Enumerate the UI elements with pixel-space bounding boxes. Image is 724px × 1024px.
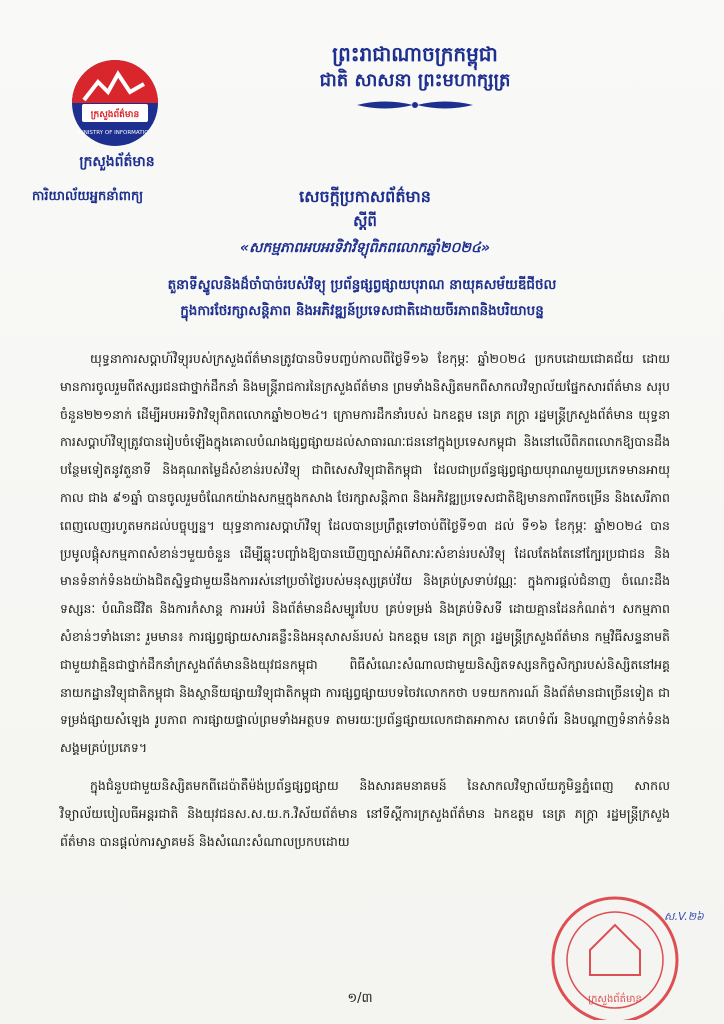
paragraph-2: ក្នុងជំនួបជាមួយនិស្សិតមកពីដេប៉ាតឺម៉ង់ប្រព័ន្ធផ្សព្វផ្សាយ និងសារគមនាគមន៍ នៃសាកលវិទ្យាល័យភូមិន្ទភ្នំពេញ សាកលវិទ្យាល័យបៀលធីអន្តរជាតិ និងយុវជនស.ស.យ.ក.វិស័យព័ត៌មាន នៅទីស្តីការក្រសួងព័ត៌មាន ឯកឧត្តម នេត្រ ភក្ត្រា រដ្ឋមន្ត្រីក្រសួងព័ត៌មាន បានផ្តល់ការស្វាគមន៍ និងសំណេះសំណាលប្រកបដោយ [60, 777, 670, 849]
kingdom-title: ព្រះរាជាណាចក្រកម្ពុជា [332, 42, 498, 66]
stamp-text: ក្រសួងព័ត៌មាន [588, 994, 642, 1005]
subject-heading [50, 272, 674, 324]
official-stamp-icon [520, 880, 680, 1020]
page-number: ១/៣ [347, 991, 373, 1006]
event-title: «សកម្មភាពអបអរទិវាវិទ្យុពិភពលោកឆ្នាំ២០២៤» [239, 240, 490, 256]
ministry-logo [70, 58, 160, 148]
ministry-logo-icon [70, 58, 160, 148]
body-text [60, 345, 670, 865]
logo-text-top: ក្រសួងព័ត៌មាន [90, 110, 140, 120]
ministry-name: ក្រសួងព័ត៌មាន [79, 154, 155, 170]
subject-line-2: ក្នុងការថែរក្សាសន្តិភាព និងអភិវឌ្ឍន៍ប្រទេសជាតិដោយចីរភាពនិងបរិយាបន្ន [180, 303, 544, 319]
document-type: សេចក្តីប្រកាសព័ត៌មាន [299, 187, 431, 206]
paragraph-1: យុទ្ធនាការសប្តាហ៍វិទ្យុរបស់ក្រសួងព័ត៌មានត្រូវបានបិទបញ្ចប់កាលពីថ្ងៃទី១៦ ខែកុម្ភៈ ឆ្នាំ២០២៤ ប្រកបដោយជោគជ័យ ដោយមានការចូលរួមពីឥស្សរជនជាថ្នាក់ដឹកនាំ និងមន្ត្រីរាជការនៃក្រសួងព័ត៌មាន ព្រមទាំងនិស្សិតមកពីសាកលវិទ្យាល័យផ្នែកសារព័ត៌មាន សរុបចំនួន២២១នាក់ ដើម្បីអបអរទិវាវិទ្យុពិភពលោកឆ្នាំ២០២៤។ ក្រោមការដឹកនាំរបស់ ឯកឧត្តម នេត្រ ភក្ត្រា រដ្ឋមន្ត្រីក្រសួងព័ត៌មាន យុទ្ធនាការសប្តាហ៍វិទ្យុត្រូវបានរៀបចំឡើងក្នុងគោលបំណងផ្សព្វផ្សាយដល់សាធារណៈជននៅក្នុងប្រទេសកម្ពុជា និងនៅលើពិភពលោកឱ្យបានដឹងបន្ថែមទៀតនូវតួនាទី និងគុណតម្លៃដ៏សំខាន់របស់វិទ្យុ ជាពិសេសវិទ្យុជាតិកម្ពុជា ដែលជាប្រព័ន្ធផ្សព្វផ្សាយបុរាណមួយប្រភេទមានអាយុកាល ជាង ៩១ឆ្នាំ បានចូលរួមចំណែកយ៉ាងសកម្មក្នុងកសាង ថែរក្សាសន្តិភាព និងអភិវឌ្ឍប្រទេសជាតិឱ្យមានភាពរីកចម្រើន និងសេរីភាពពេញលេញរហូតមកដល់បច្ចុប្បន្ន។ យុទ្ធនាការសប្តាហ៍វិទ្យុ ដែលបានប្រព្រឹត្តទៅចាប់ពីថ្ងៃទី១៣ ដល់ ទី១៦ ខែកុម្ភៈ ឆ្នាំ២០២៤ បានប្រមូលផ្តុំសកម្មភាពសំខាន់ៗមួយចំនួន ដើម្បីឆ្លុះបញ្ចាំងឱ្យបានឃើញច្បាស់អំពីសារៈសំខាន់របស់វិទ្យុ ដែលតែងតែនៅក្បែរប្រជាជន និងមានទំនាក់ទំនងយ៉ាងជិតស្និទ្ធជាមួយនឹងការរស់នៅប្រចាំថ្ងៃរបស់មនុស្សគ្រប់វ័យ និងគ្រប់ស្រទាប់វណ្ណៈ ក្នុងការផ្តល់ជំនាញ ចំណេះដឹង ទស្សនៈ បំណិនជីវិត និងការកំសាន្ត ការអប់រំ និងព័ត៌មានដ៏សម្បូរបែប គ្រប់ទម្រង់ និងគ្រប់ទិសទី ដោយគ្មានដែនកំណត់។ សកម្មភាពសំខាន់ៗទាំងនោះ រួមមាន៖ ការផ្សព្វផ្សាយសារគន្លឹះនិងអនុសាសន៍របស់ ឯកឧត្តម នេត្រ ភក្ត្រា រដ្ឋមន្ត្រីក្រសួងព័ត៌មាន កម្មវិធីសន្ទនាមតិជាមួយវាគ្មិនជាថ្នាក់ដឹកនាំក្រសួងព័ត៌មាននិងយុវជនកម្ពុជា ពិធីសំណេះសំណាលជាមួយនិស្សិតទស្សនកិច្ចសិក្សារបស់និស្សិតនៅអគ្គនាយកដ្ឋានវិទ្យុជាតិកម្ពុជា និងស្ថានីយផ្សាយវិទ្យុជាតិកម្ពុជា ការផ្សព្វផ្សាយបទចៃវលោកកថា បទយកការណ៍ និងព័ត៌មានជាច្រើនទៀត ជាទម្រង់ផ្សាយសំឡេង រូបភាព ការផ្សាយផ្ទាល់ព្រមទាំងអត្ថបទ តាមរយៈប្រព័ន្ធផ្សាយលេកជាតអាកាស គេហទំព័រ និងបណ្តាញទំនាក់ទំនងសង្គមគ្រប់ប្រភេទ។ [60, 351, 670, 756]
office-name: ការិយាល័យអ្នកនាំពាក្យ [32, 189, 144, 204]
logo-text-bottom: MINISTRY OF INFORMATION [77, 130, 153, 136]
national-motto: ជាតិ សាសនា ព្រះមហាក្សត្រ [319, 70, 511, 91]
national-header [250, 40, 580, 116]
subject-line-1: តួនាទីស្នូលនិងដ៏ចាំបាច់របស់វិទ្យុ ប្រព័ន្ធផ្សព្វផ្សាយបុរាណ នាយុគសម័យឌីជីថល [167, 277, 557, 293]
signature-initials: ស.V.២៦ [664, 910, 704, 923]
ornament-divider-icon [355, 98, 475, 112]
about-label: ស្តីពី [353, 212, 377, 230]
